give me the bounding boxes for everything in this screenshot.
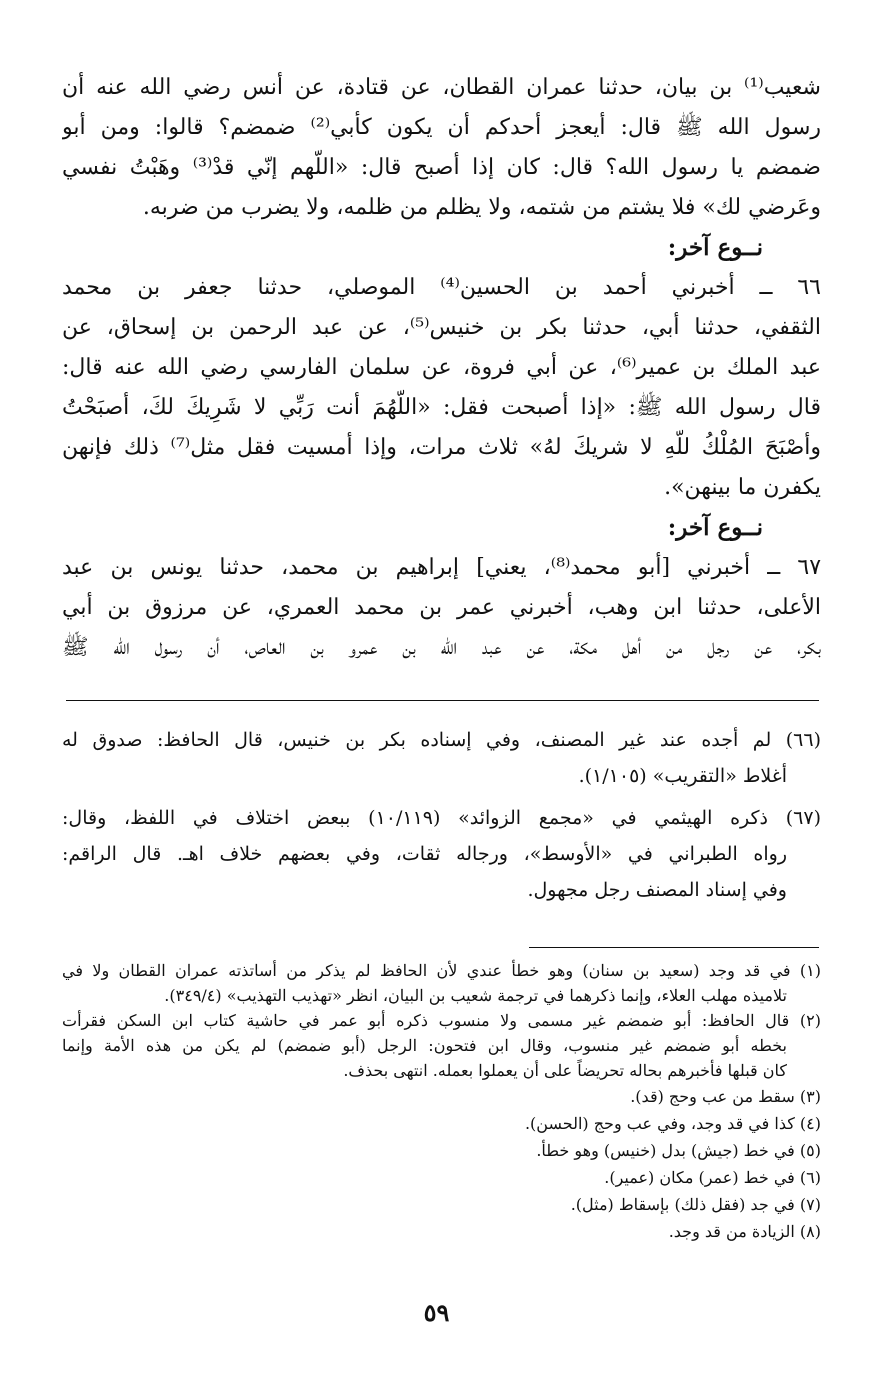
footnote-divider	[529, 947, 819, 948]
text-line: الثقفي، حدثنا أبي، حدثنا بكر بن خنيس⁽⁵⁾، عن عبد الرحمن بن إسحاق، عن	[62, 315, 821, 340]
footnote-3: (٣) سقط من عب وحج (قد).	[630, 1087, 821, 1106]
text-line: ٦٧ ــ أخبرني [أبو محمد⁽⁸⁾، يعني] إبراهيم بن محمد، حدثنا يونس بن عبد	[62, 555, 821, 580]
footnote-line: كان قبلها فأخبرهم بحاله تحريضاً على أن يعملوا بعمله. انتهى بحذف.	[343, 1061, 787, 1080]
footnote-2	[62, 1008, 821, 1083]
main-text	[62, 68, 821, 668]
note-line: (٦٧) ذكره الهيثمي في «مجمع الزوائد» (١٠/١١٩) ببعض اختلاف في اللفظ، وقال:	[62, 807, 821, 829]
text-line: ٦٦ ــ أخبرني أحمد بن الحسين⁽⁴⁾ الموصلي، حدثنا جعفر بن محمد	[62, 275, 821, 300]
note-line: أغلاط «التقريب» (١/١٠٥).	[578, 765, 787, 787]
section-heading: نــوع آخر:	[667, 234, 763, 261]
footnotes	[62, 958, 821, 1245]
footnote-5: (٥) في خط (جيش) بدل (خنيس) وهو خطأ.	[536, 1141, 821, 1160]
text-line: ضمضم يا رسول الله؟ قال: كان إذا أصبح قال: «اللّهم إنّي قدْ⁽³⁾ وهَبْتُ نفسي	[62, 155, 821, 180]
main-divider	[66, 700, 819, 701]
footnote-1	[62, 958, 821, 1008]
text-line: رسول الله ﷺ قال: أيعجز أحدكم أن يكون كأبي⁽²⁾ ضمضم؟ قالوا: ومن أبو	[62, 115, 821, 140]
footnote-line: تلاميذه مهلب العلاء، وإنما ذكرهما في ترجمة شعيب بن البيان، انظر «تهذيب التهذيب» (٣٤٩/٤).	[164, 986, 787, 1005]
footnote-line: (١) في قد وجد (سعيد بن سنان) وهو خطأ عندي لأن الحافظ لم يذكر من أساتذته عمران القطان ولا في	[62, 961, 821, 980]
text-line: الأعلى، حدثنا ابن وهب، أخبرني عمر بن محمد العمري، عن مرزوق بن أبي	[62, 595, 821, 620]
note-line: رواه الطبراني في «الأوسط»، ورجاله ثقات، وفي بعضهم خلاف اهـ. قال الراقم:	[62, 843, 787, 865]
text-line: وأصْبَحَ المُلْكُ للّهِ لا شريكَ لهُ» ثلاث مرات، وإذا أمسيت فقل مثل⁽⁷⁾ ذلك فإنهن	[62, 435, 821, 460]
footnote-6: (٦) في خط (عمر) مكان (عمير).	[604, 1168, 821, 1187]
footnote-line: بخطه أبو ضمضم غير منسوب، وقال ابن فتحون: الرجل (أبو ضمضم) لم يكن من هذه الأمة وإنما	[62, 1036, 787, 1055]
text-line: عبد الملك بن عمير⁽⁶⁾، عن أبي فروة، عن سلمان الفارسي رضي الله عنه قال:	[62, 355, 821, 380]
text-line: وعَرضي لك» فلا يشتم من شتمه، ولا يظلم من ظلمه، ولا يضرب من ضربه.	[142, 195, 821, 220]
text-line: شعيب⁽¹⁾ بن بيان، حدثنا عمران القطان، عن قتادة، عن أنس رضي الله عنه أن	[62, 75, 821, 100]
footnote-8: (٨) الزيادة من قد وجد.	[668, 1222, 821, 1241]
section-heading: نــوع آخر:	[667, 514, 763, 541]
page-number: ٥٩	[423, 1298, 450, 1327]
note-67	[62, 800, 821, 908]
note-line: وفي إسناد المصنف رجل مجهول.	[527, 879, 787, 901]
footnote-7: (٧) في جد (فقل ذلك) بإسقاط (مثل).	[570, 1195, 821, 1214]
hadith-notes	[62, 722, 821, 914]
footnote-4: (٤) كذا في قد وجد، وفي عب وحج (الحسن).	[524, 1114, 821, 1133]
note-line: (٦٦) لم أجده عند غير المصنف، وفي إسناده بكر بن خنيس، قال الحافظ: صدوق له	[62, 729, 821, 751]
text-line: قال رسول الله ﷺ: «إذا أصبحت فقل: «اللّهُمَ أنت رَبِّي لا شَرِيكَ لكَ، أصبَحْتُ	[62, 395, 821, 420]
footnote-line: (٢) قال الحافظ: أبو ضمضم غير مسمى ولا منسوب ذكره أبو عمر في حاشية كتاب ابن السكن فقرأت	[62, 1011, 821, 1030]
text-line: بكر، عن رجل من أهل مكة، عن عبد الله بن عمرو بن العاص، أن رسول الله ﷺ	[62, 635, 821, 660]
text-line: يكفرن ما بينهن».	[664, 475, 821, 500]
note-66	[62, 722, 821, 794]
